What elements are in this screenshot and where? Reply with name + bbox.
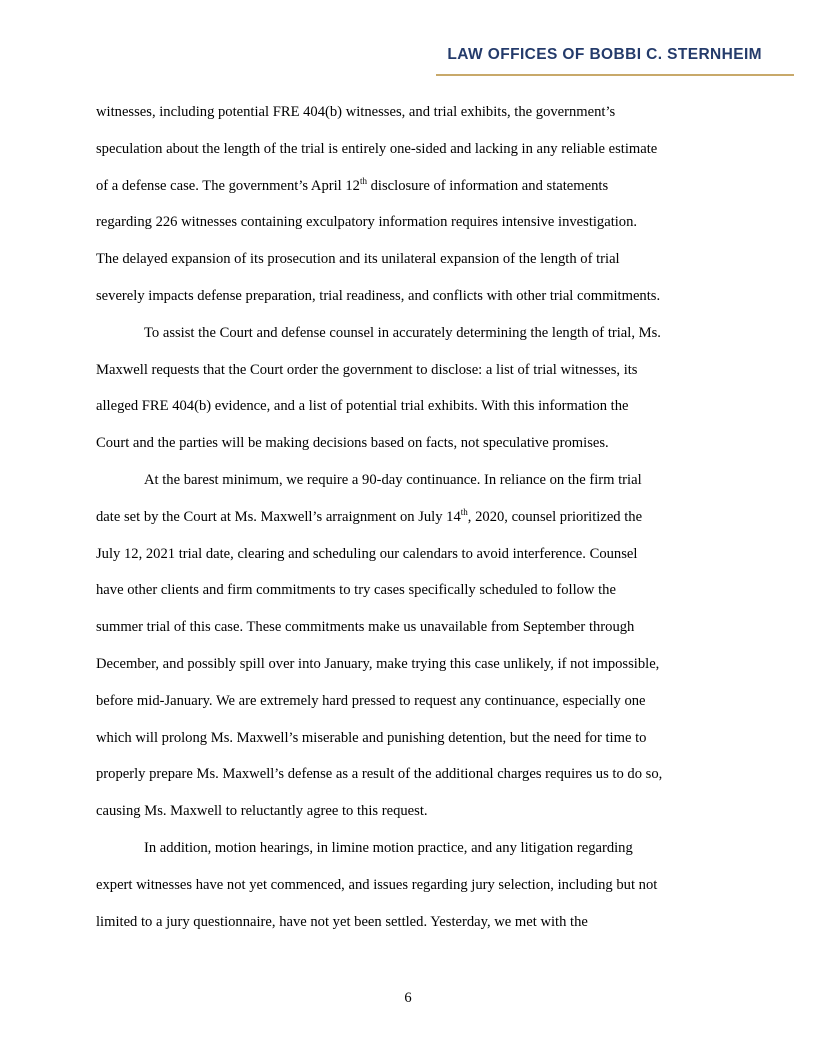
line-text: date set by the Court at Ms. Maxwell’s arraignment on July 14 — [96, 508, 461, 525]
ordinal-suffix: th — [359, 175, 367, 186]
line-text: of a defense case. The government’s April 12 — [96, 177, 360, 194]
letterhead — [436, 44, 794, 76]
body-line: severely impacts defense preparation, trial readiness, and conflicts with other trial commitments. — [96, 287, 661, 304]
body-line: July 12, 2021 trial date, clearing and scheduling our calendars to avoid interference. Counsel — [96, 545, 638, 562]
line-text: , 2020, counsel prioritized the — [467, 508, 643, 525]
body-line: summer trial of this case. These commitments make us unavailable from September through — [96, 619, 635, 636]
body-line: which will prolong Ms. Maxwell’s miserable and punishing detention, but the need for time to — [96, 729, 647, 746]
document-body — [96, 94, 726, 940]
body-line: witnesses, including potential FRE 404(b) witnesses, and trial exhibits, the government’s — [96, 104, 616, 120]
body-line: December, and possibly spill over into January, make trying this case unlikely, if not impossible, — [96, 655, 660, 672]
body-line: Court and the parties will be making decisions based on facts, not speculative promises. — [96, 435, 609, 452]
body-line: speculation about the length of the trial is entirely one-sided and lacking in any reliable estimate — [96, 140, 658, 157]
body-line: causing Ms. Maxwell to reluctantly agree to this request. — [96, 803, 428, 820]
body-line: properly prepare Ms. Maxwell’s defense as a result of the additional charges requires us to do so, — [96, 766, 663, 783]
paragraph-first-line: To assist the Court and defense counsel in accurately determining the length of trial, Ms. — [144, 324, 661, 341]
firm-name: LAW OFFICES OF BOBBI C. STERNHEIM — [447, 46, 762, 63]
body-line: limited to a jury questionnaire, have not yet been settled. Yesterday, we met with the — [96, 913, 588, 930]
body-line: alleged FRE 404(b) evidence, and a list of potential trial exhibits. With this information the — [96, 398, 629, 415]
line-text: disclosure of information and statements — [366, 177, 609, 194]
body-line: have other clients and firm commitments to try cases specifically scheduled to follow the — [96, 582, 616, 599]
paragraph-first-line: In addition, motion hearings, in limine motion practice, and any litigation regarding — [144, 839, 633, 856]
body-line — [96, 499, 726, 536]
ordinal-suffix: th — [460, 506, 468, 517]
body-line: expert witnesses have not yet commenced, and issues regarding jury selection, including but not — [96, 876, 658, 893]
body-line: The delayed expansion of its prosecution and its unilateral expansion of the length of trial — [96, 251, 620, 268]
body-line: before mid-January. We are extremely hard pressed to request any continuance, especially one — [96, 692, 646, 709]
body-line — [96, 168, 726, 205]
body-line: regarding 226 witnesses containing exculpatory information requires intensive investigation. — [96, 214, 638, 231]
body-line: Maxwell requests that the Court order the government to disclose: a list of trial witnesses, its — [96, 361, 638, 378]
paragraph-first-line: At the barest minimum, we require a 90-day continuance. In reliance on the firm trial — [144, 471, 642, 488]
page-number: 6 — [404, 990, 412, 1006]
